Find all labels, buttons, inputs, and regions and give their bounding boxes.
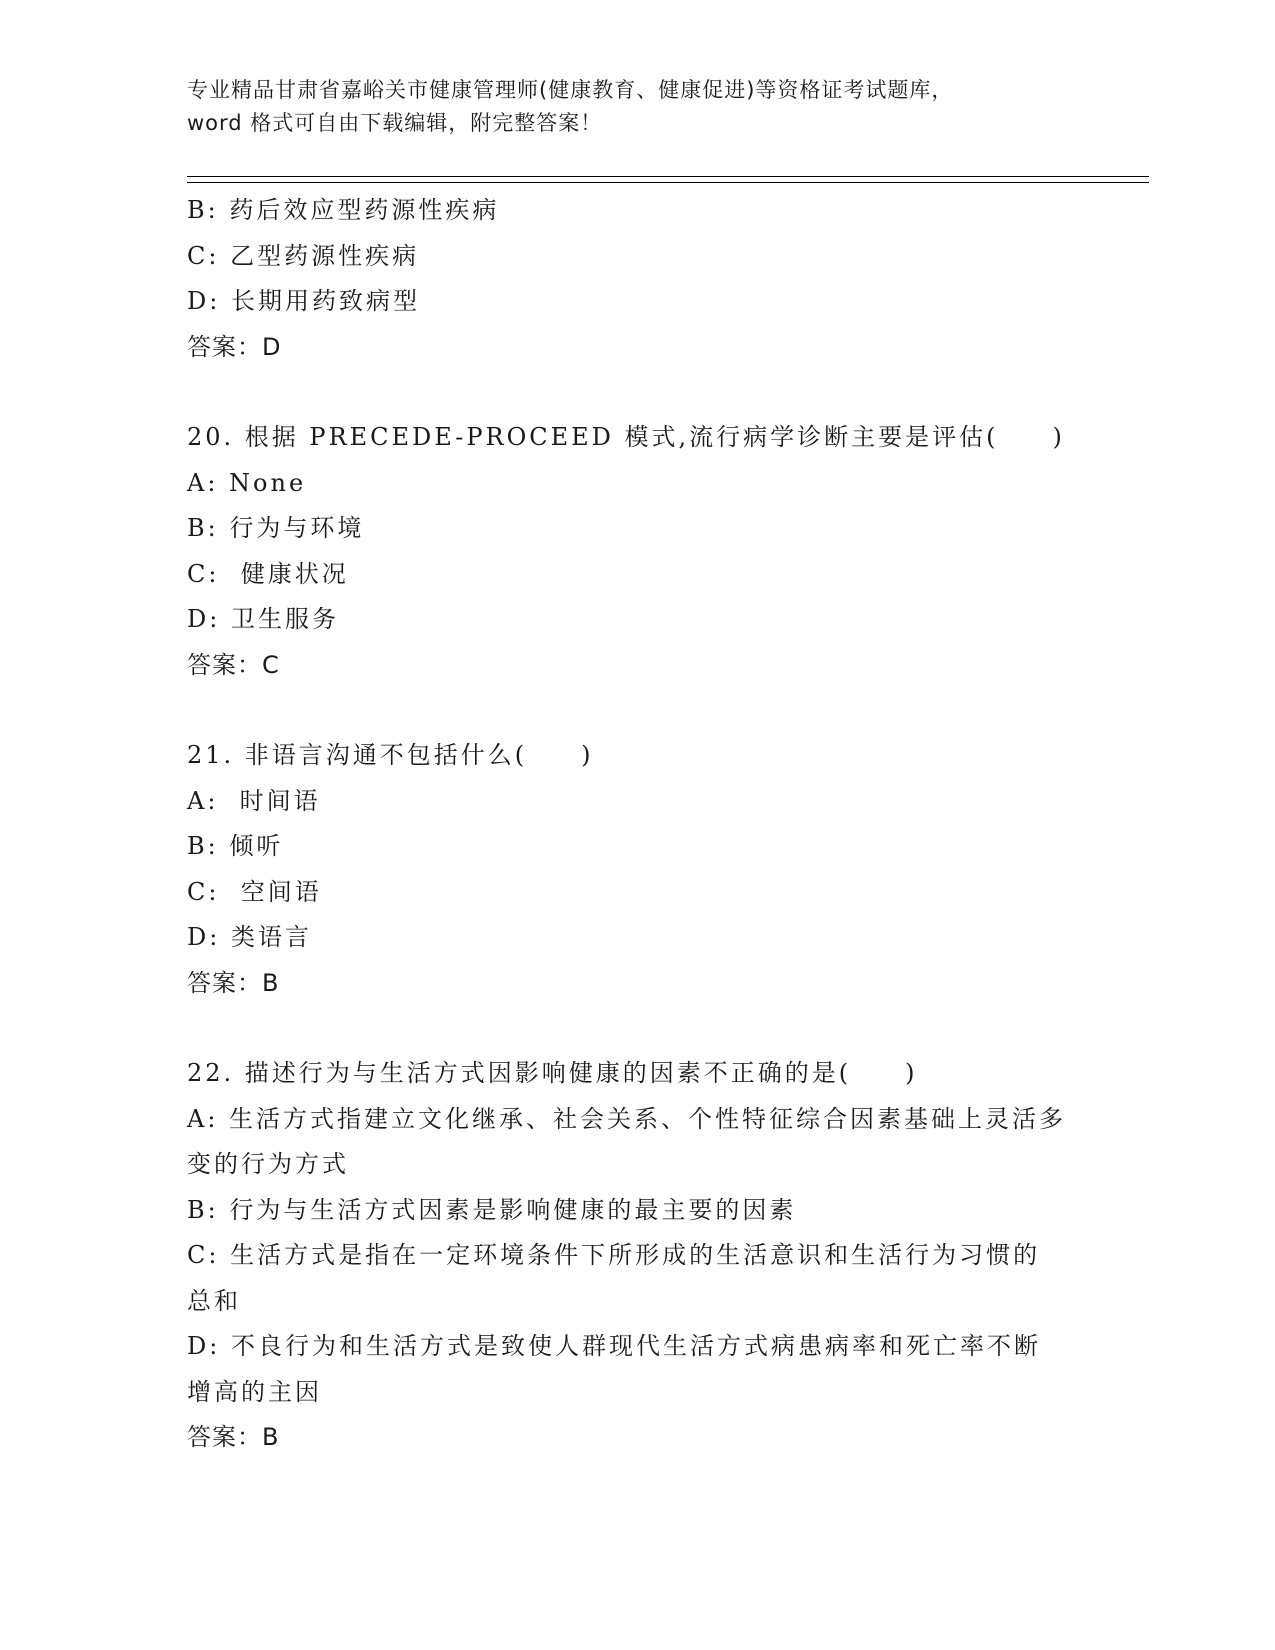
spacer bbox=[187, 688, 1067, 733]
question-text: 20. 根据 PRECEDE-PROCEED 模式,流行病学诊断主要是评估( ) bbox=[187, 423, 1065, 451]
option-d: D: 类语言 bbox=[187, 923, 312, 951]
question-list bbox=[187, 188, 1067, 1461]
option-d: D: 卫生服务 bbox=[187, 605, 339, 633]
option-c: C: 乙型药源性疾病 bbox=[187, 241, 420, 270]
spacer bbox=[187, 370, 1067, 415]
option-d: D: 长期用药致病型 bbox=[187, 287, 420, 315]
option-a: A: 生活方式指建立文化继承、社会关系、个性特征综合因素基础上灵活多变的行为方式 bbox=[187, 1104, 1067, 1178]
option-c: C: 空间语 bbox=[187, 877, 322, 906]
option-c: C: 生活方式是指在一定环境条件下所形成的生活意识和生活行为习惯的总和 bbox=[187, 1241, 1041, 1315]
option-d: D: 不良行为和生活方式是致使人群现代生活方式病患病率和死亡率不断增高的主因 bbox=[187, 1332, 1041, 1406]
header-line-1: 专业精品甘肃省嘉峪关市健康管理师(健康教育、健康促进)等资格证考试题库， bbox=[187, 78, 954, 102]
question-19-tail bbox=[187, 188, 1067, 370]
header-line-2: word 格式可自由下载编辑，附完整答案！ bbox=[187, 111, 603, 135]
header-divider bbox=[187, 176, 1149, 183]
question-21 bbox=[187, 733, 1067, 1006]
option-b: B: 倾听 bbox=[187, 832, 284, 860]
question-text: 22. 描述行为与生活方式因影响健康的因素不正确的是( ) bbox=[187, 1059, 918, 1087]
question-22 bbox=[187, 1051, 1067, 1461]
answer: 答案：D bbox=[187, 332, 282, 361]
option-b: B: 行为与环境 bbox=[187, 514, 365, 542]
question-text: 21. 非语言沟通不包括什么( ) bbox=[187, 741, 594, 769]
answer: 答案：C bbox=[187, 650, 280, 679]
answer: 答案：B bbox=[187, 968, 280, 997]
option-b: B: 行为与生活方式因素是影响健康的最主要的因素 bbox=[187, 1195, 797, 1224]
option-a: A: 时间语 bbox=[187, 786, 321, 815]
option-a: A: None bbox=[187, 468, 307, 497]
spacer bbox=[187, 1006, 1067, 1051]
option-c: C: 健康状况 bbox=[187, 559, 349, 588]
page-header bbox=[187, 74, 1107, 140]
option-b: B: 药后效应型药源性疾病 bbox=[187, 196, 500, 224]
answer: 答案：B bbox=[187, 1423, 280, 1451]
question-20 bbox=[187, 415, 1067, 688]
